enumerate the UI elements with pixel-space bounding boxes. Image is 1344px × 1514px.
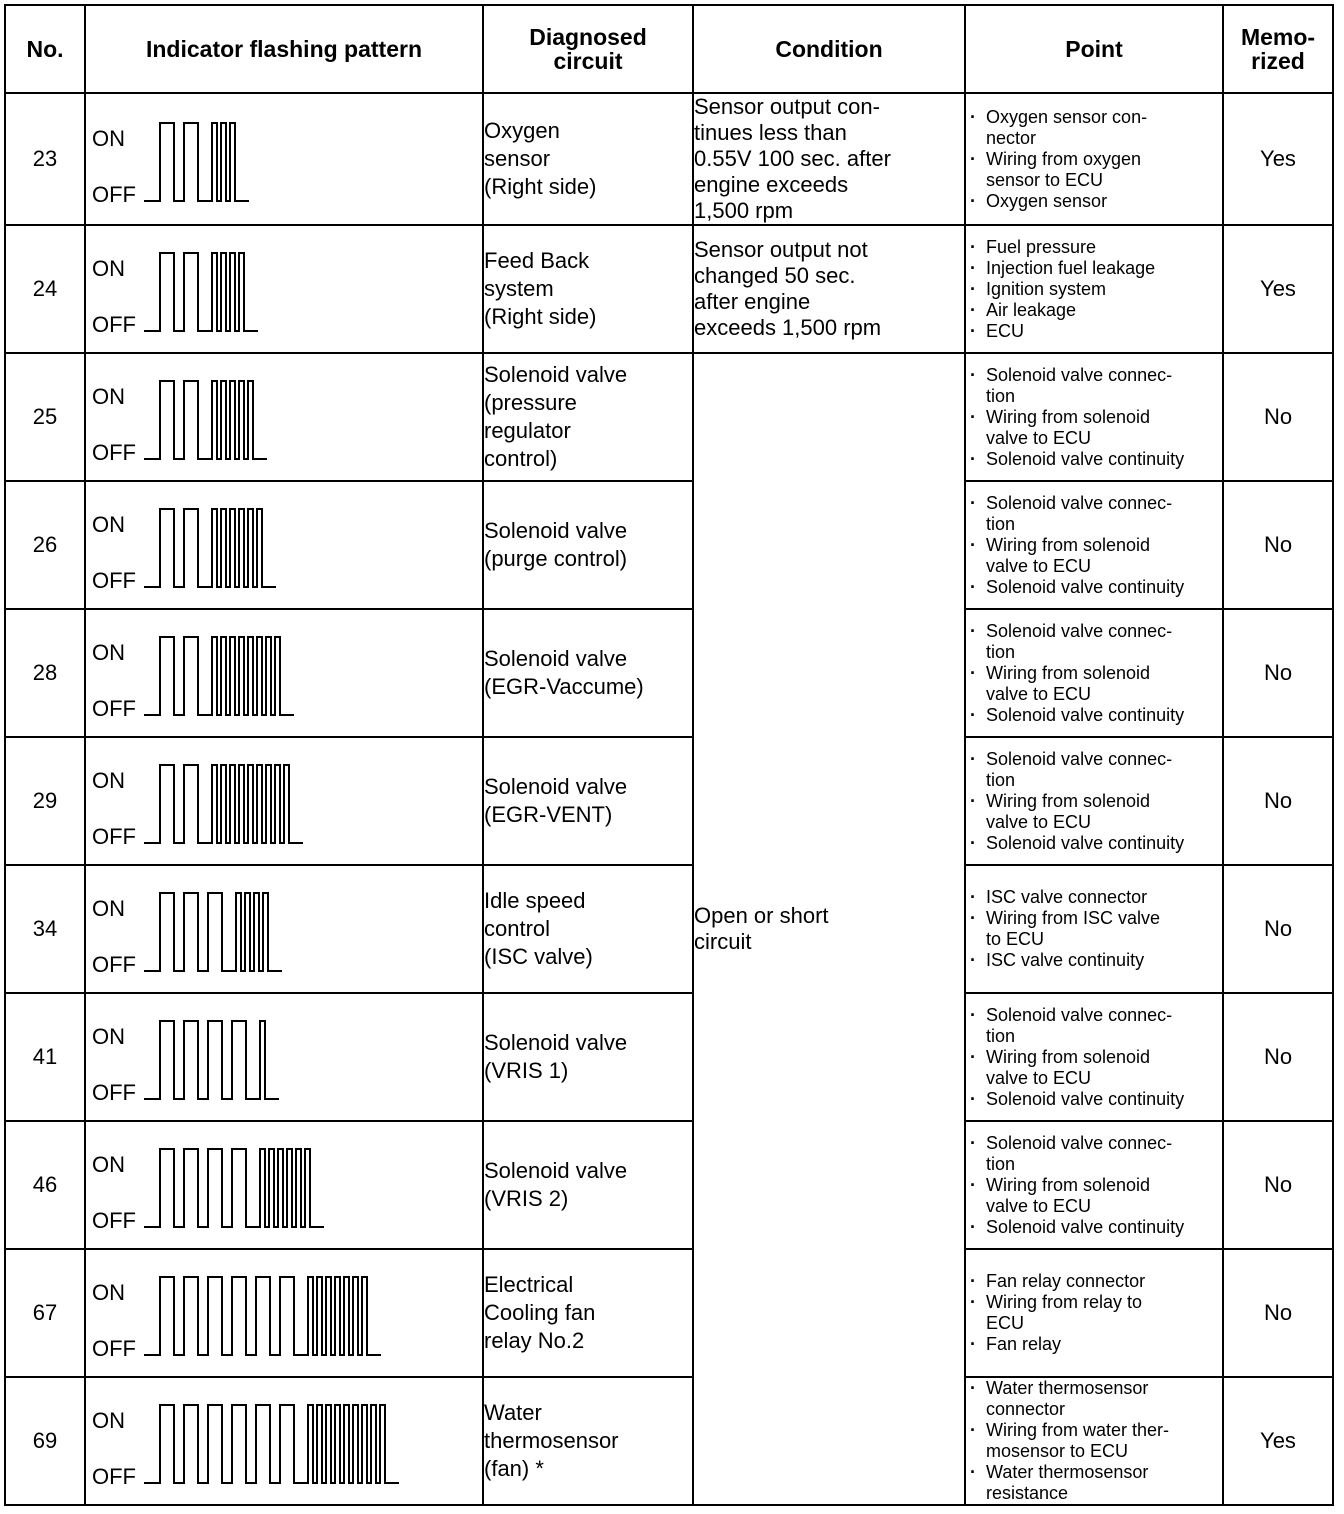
point-item (966, 1217, 1222, 1238)
point-line: to ECU (986, 929, 1045, 949)
point-line: tion (986, 513, 1016, 534)
check-points (965, 737, 1223, 865)
point-line: · Solenoid valve continuity (986, 832, 1185, 853)
condition-line: 0.55V 100 sec. after (694, 146, 891, 171)
condition-open-or-short (693, 353, 965, 1505)
memorized-value: No (1223, 1121, 1333, 1249)
point-line: mosensor to ECU (986, 1441, 1129, 1461)
table-row (5, 1121, 1333, 1249)
code-number: 69 (5, 1377, 85, 1505)
point-line: · Solenoid valve continuity (986, 1216, 1185, 1237)
point-item (966, 237, 1222, 258)
diagnosed-circuit (483, 737, 693, 865)
point-item (966, 1133, 1222, 1175)
point-item (966, 1462, 1222, 1504)
circuit-line: Solenoid valve (484, 362, 628, 387)
flashing-pattern-waveform (86, 611, 484, 735)
diagnosed-circuit (483, 93, 693, 225)
point-item (966, 1334, 1222, 1355)
header-memorized (1223, 5, 1333, 93)
point-item (966, 149, 1222, 191)
code-number: 25 (5, 353, 85, 481)
header-memorized-line: Memo- (1240, 24, 1316, 50)
memorized-value: No (1223, 481, 1333, 609)
off-label: OFF (92, 1080, 136, 1105)
check-points (965, 1121, 1223, 1249)
point-item (966, 749, 1222, 791)
table-row (5, 1249, 1333, 1377)
point-line: · Wiring from relay to (986, 1292, 1143, 1312)
flashing-pattern-cell (85, 93, 483, 225)
point-list (966, 237, 1222, 342)
point-line: · Wiring from oxygen (986, 148, 1142, 169)
point-line: · Solenoid valve connec- (986, 620, 1173, 641)
diagnosed-circuit (483, 609, 693, 737)
flashing-pattern-cell (85, 481, 483, 609)
point-item (966, 1089, 1222, 1110)
off-label: OFF (92, 696, 136, 721)
flashing-pattern-cell (85, 1121, 483, 1249)
condition-line: 1,500 rpm (694, 198, 794, 223)
on-label: ON (92, 256, 125, 281)
point-line: · Fuel pressure (986, 236, 1097, 257)
on-label: ON (92, 1280, 125, 1305)
point-line: tion (986, 1025, 1016, 1046)
circuit-line: sensor (484, 146, 551, 171)
flashing-pattern-waveform (86, 995, 484, 1119)
circuit-line: Solenoid valve (484, 1158, 628, 1183)
flashing-pattern-waveform (86, 1379, 484, 1503)
point-line: nector (986, 127, 1037, 148)
circuit-line: relay No.2 (484, 1328, 585, 1353)
point-list (966, 107, 1222, 212)
point-line: · Fan relay (986, 1334, 1062, 1354)
point-line: · Oxygen sensor (986, 190, 1108, 211)
memorized-value: Yes (1223, 225, 1333, 353)
circuit-line: regulator (484, 418, 571, 443)
code-number: 46 (5, 1121, 85, 1249)
table-row (5, 737, 1333, 865)
on-label: ON (92, 512, 125, 537)
point-line: · Ignition system (986, 278, 1107, 299)
point-line: sensor to ECU (986, 169, 1104, 190)
condition-line: exceeds 1,500 rpm (694, 315, 882, 340)
point-line: · Solenoid valve continuity (986, 1088, 1185, 1109)
header-circuit (483, 5, 693, 93)
point-line: · Solenoid valve continuity (986, 576, 1185, 597)
circuit-line: control) (484, 446, 558, 471)
header-row (5, 5, 1333, 93)
flashing-pattern-cell (85, 737, 483, 865)
table-row (5, 225, 1333, 353)
point-list (966, 365, 1222, 470)
pulse-train (144, 1021, 279, 1099)
point-line: · Wiring from solenoid (986, 406, 1151, 427)
circuit-line: (Right side) (484, 174, 597, 199)
on-label: ON (92, 640, 125, 665)
circuit-line: system (484, 276, 554, 301)
memorized-value: No (1223, 737, 1333, 865)
condition (693, 225, 965, 353)
point-line: · Solenoid valve connec- (986, 1004, 1173, 1025)
circuit-line: Solenoid valve (484, 646, 628, 671)
diagnosed-circuit (483, 225, 693, 353)
code-number: 26 (5, 481, 85, 609)
point-item (966, 365, 1222, 407)
check-points (965, 609, 1223, 737)
circuit-line: Solenoid valve (484, 518, 628, 543)
code-number: 34 (5, 865, 85, 993)
diagnosed-circuit (483, 1249, 693, 1377)
condition-line: tinues less than (694, 120, 847, 145)
check-points (965, 481, 1223, 609)
point-line: · Solenoid valve connec- (986, 748, 1173, 769)
header-circuit-line: circuit (553, 48, 623, 74)
circuit-line: thermosensor (484, 1428, 619, 1453)
circuit-line: Feed Back (484, 248, 590, 273)
on-label: ON (92, 384, 125, 409)
point-item (966, 300, 1222, 321)
header-pattern: Indicator flashing pattern (85, 5, 483, 93)
point-list (966, 1133, 1222, 1238)
point-list (966, 1271, 1222, 1355)
off-label: OFF (92, 1464, 136, 1489)
check-points (965, 353, 1223, 481)
header-circuit-line: Diagnosed (529, 24, 647, 50)
point-item (966, 535, 1222, 577)
code-number: 28 (5, 609, 85, 737)
on-label: ON (92, 1408, 125, 1433)
point-line: valve to ECU (986, 1067, 1092, 1088)
on-label: ON (92, 1024, 125, 1049)
flashing-pattern-waveform (86, 867, 484, 991)
off-label: OFF (92, 1336, 136, 1361)
point-item (966, 663, 1222, 705)
on-label: ON (92, 126, 125, 151)
point-item (966, 107, 1222, 149)
memorized-value: No (1223, 993, 1333, 1121)
circuit-line: (fan) * (484, 1456, 544, 1481)
point-line: resistance (986, 1483, 1069, 1503)
flashing-pattern-waveform (86, 355, 484, 479)
header-point: Point (965, 5, 1223, 93)
point-line: · ISC valve connector (986, 887, 1148, 907)
point-item (966, 791, 1222, 833)
point-line: · Wiring from water ther- (986, 1420, 1170, 1440)
point-item (966, 705, 1222, 726)
code-number: 23 (5, 93, 85, 225)
point-line: · Wiring from solenoid (986, 1046, 1151, 1067)
point-list (966, 887, 1222, 971)
check-points (965, 865, 1223, 993)
point-line: valve to ECU (986, 683, 1092, 704)
point-line: ECU (986, 1313, 1025, 1333)
point-item (966, 493, 1222, 535)
check-points (965, 225, 1223, 353)
diagnosed-circuit (483, 865, 693, 993)
code-number: 29 (5, 737, 85, 865)
pulse-train (144, 253, 258, 331)
on-label: ON (92, 896, 125, 921)
code-number: 67 (5, 1249, 85, 1377)
memorized-value: No (1223, 865, 1333, 993)
pulse-train (144, 1405, 399, 1483)
point-line: · Wiring from ISC valve (986, 908, 1161, 928)
point-item (966, 577, 1222, 598)
table-row (5, 353, 1333, 481)
point-item (966, 1292, 1222, 1334)
circuit-line: (EGR-VENT) (484, 802, 613, 827)
circuit-line: control (484, 916, 551, 941)
diagnosis-code-table (4, 4, 1334, 1506)
point-line: tion (986, 769, 1016, 790)
circuit-line: Solenoid valve (484, 1030, 628, 1055)
point-line: valve to ECU (986, 555, 1092, 576)
code-number: 24 (5, 225, 85, 353)
condition-line: after engine (694, 289, 811, 314)
point-item (966, 621, 1222, 663)
circuit-line: (ISC valve) (484, 944, 593, 969)
point-item (966, 887, 1222, 908)
point-item (966, 833, 1222, 854)
flashing-pattern-waveform (86, 483, 484, 607)
point-item (966, 1005, 1222, 1047)
flashing-pattern-waveform (86, 227, 484, 351)
flashing-pattern-waveform (86, 739, 484, 863)
header-memorized-line: rized (1251, 48, 1305, 74)
condition-line: Sensor output not (694, 237, 868, 262)
off-label: OFF (92, 824, 136, 849)
point-line: · Solenoid valve continuity (986, 448, 1185, 469)
point-line: · ISC valve continuity (986, 950, 1145, 970)
table-row (5, 865, 1333, 993)
pulse-train (144, 637, 294, 715)
condition-line: Open or short (694, 903, 829, 928)
condition-line: circuit (694, 929, 752, 954)
point-item (966, 908, 1222, 950)
point-line: · Wiring from solenoid (986, 662, 1151, 683)
condition-line: changed 50 sec. (694, 263, 856, 288)
memorized-value: Yes (1223, 93, 1333, 225)
table-row (5, 609, 1333, 737)
memorized-value: Yes (1223, 1377, 1333, 1505)
check-points (965, 993, 1223, 1121)
pulse-train (144, 123, 249, 201)
point-line: valve to ECU (986, 811, 1092, 832)
off-label: OFF (92, 440, 136, 465)
circuit-line: (purge control) (484, 546, 628, 571)
point-line: · Wiring from solenoid (986, 790, 1151, 811)
pulse-train (144, 893, 282, 971)
point-list (966, 493, 1222, 598)
circuit-line: (VRIS 2) (484, 1186, 569, 1211)
point-list (966, 1005, 1222, 1110)
point-item (966, 1378, 1222, 1420)
diagnosed-circuit (483, 481, 693, 609)
circuit-line: Solenoid valve (484, 774, 628, 799)
point-item (966, 1175, 1222, 1217)
point-line: · Solenoid valve connec- (986, 364, 1173, 385)
pulse-train (144, 509, 276, 587)
point-line: · Water thermosensor (986, 1462, 1149, 1482)
memorized-value: No (1223, 353, 1333, 481)
flashing-pattern-cell (85, 1377, 483, 1505)
on-label: ON (92, 1152, 125, 1177)
table-row (5, 481, 1333, 609)
point-line: valve to ECU (986, 1195, 1092, 1216)
point-line: · Injection fuel leakage (986, 257, 1156, 278)
point-item (966, 407, 1222, 449)
point-line: · Wiring from solenoid (986, 534, 1151, 555)
on-label: ON (92, 768, 125, 793)
header-no: No. (5, 5, 85, 93)
circuit-line: Oxygen (484, 118, 560, 143)
off-label: OFF (92, 952, 136, 977)
table-body (5, 93, 1333, 1505)
check-points (965, 1377, 1223, 1505)
point-item (966, 1420, 1222, 1462)
point-line: connector (986, 1399, 1066, 1419)
point-item (966, 449, 1222, 470)
point-line: tion (986, 641, 1016, 662)
table-row (5, 993, 1333, 1121)
pulse-train (144, 1277, 381, 1355)
off-label: OFF (92, 312, 136, 337)
point-line: · Solenoid valve connec- (986, 1132, 1173, 1153)
point-line: valve to ECU (986, 427, 1092, 448)
header-condition: Condition (693, 5, 965, 93)
table-row (5, 93, 1333, 225)
point-list (966, 749, 1222, 854)
point-line: tion (986, 1153, 1016, 1174)
point-line: · Water thermosensor (986, 1378, 1149, 1398)
circuit-line: (pressure (484, 390, 577, 415)
off-label: OFF (92, 568, 136, 593)
point-line: · ECU (986, 320, 1025, 341)
point-item (966, 1047, 1222, 1089)
diagnosed-circuit (483, 993, 693, 1121)
check-points (965, 93, 1223, 225)
flashing-pattern-cell (85, 609, 483, 737)
pulse-train (144, 381, 267, 459)
point-line: · Oxygen sensor con- (986, 106, 1148, 127)
flashing-pattern-waveform (86, 97, 484, 221)
point-item (966, 1271, 1222, 1292)
point-line: tion (986, 385, 1016, 406)
off-label: OFF (92, 182, 136, 207)
flashing-pattern-cell (85, 353, 483, 481)
point-line: · Fan relay connector (986, 1271, 1146, 1291)
circuit-line: (EGR-Vaccume) (484, 674, 644, 699)
memorized-value: No (1223, 609, 1333, 737)
point-item (966, 258, 1222, 279)
code-number: 41 (5, 993, 85, 1121)
flashing-pattern-cell (85, 225, 483, 353)
flashing-pattern-cell (85, 1249, 483, 1377)
circuit-line: Electrical (484, 1272, 574, 1297)
point-item (966, 950, 1222, 971)
point-list (966, 621, 1222, 726)
memorized-value: No (1223, 1249, 1333, 1377)
flashing-pattern-cell (85, 993, 483, 1121)
circuit-line: Idle speed (484, 888, 586, 913)
table-row (5, 1377, 1333, 1505)
diagnosed-circuit (483, 353, 693, 481)
pulse-train (144, 1149, 324, 1227)
pulse-train (144, 765, 303, 843)
flashing-pattern-waveform (86, 1251, 484, 1375)
check-points (965, 1249, 1223, 1377)
point-item (966, 279, 1222, 300)
point-item (966, 321, 1222, 342)
circuit-line: Cooling fan (484, 1300, 596, 1325)
circuit-line: Water (484, 1400, 542, 1425)
condition-line: engine exceeds (694, 172, 849, 197)
condition (693, 93, 965, 225)
circuit-line: (Right side) (484, 304, 597, 329)
off-label: OFF (92, 1208, 136, 1233)
point-line: · Air leakage (986, 299, 1077, 320)
circuit-line: (VRIS 1) (484, 1058, 569, 1083)
point-line: · Solenoid valve continuity (986, 704, 1185, 725)
flashing-pattern-waveform (86, 1123, 484, 1247)
point-item (966, 191, 1222, 212)
diagnosed-circuit (483, 1121, 693, 1249)
diagnosed-circuit (483, 1377, 693, 1505)
condition-line: Sensor output con- (694, 94, 880, 119)
point-list (966, 1378, 1222, 1504)
point-line: · Solenoid valve connec- (986, 492, 1173, 513)
point-line: · Wiring from solenoid (986, 1174, 1151, 1195)
flashing-pattern-cell (85, 865, 483, 993)
